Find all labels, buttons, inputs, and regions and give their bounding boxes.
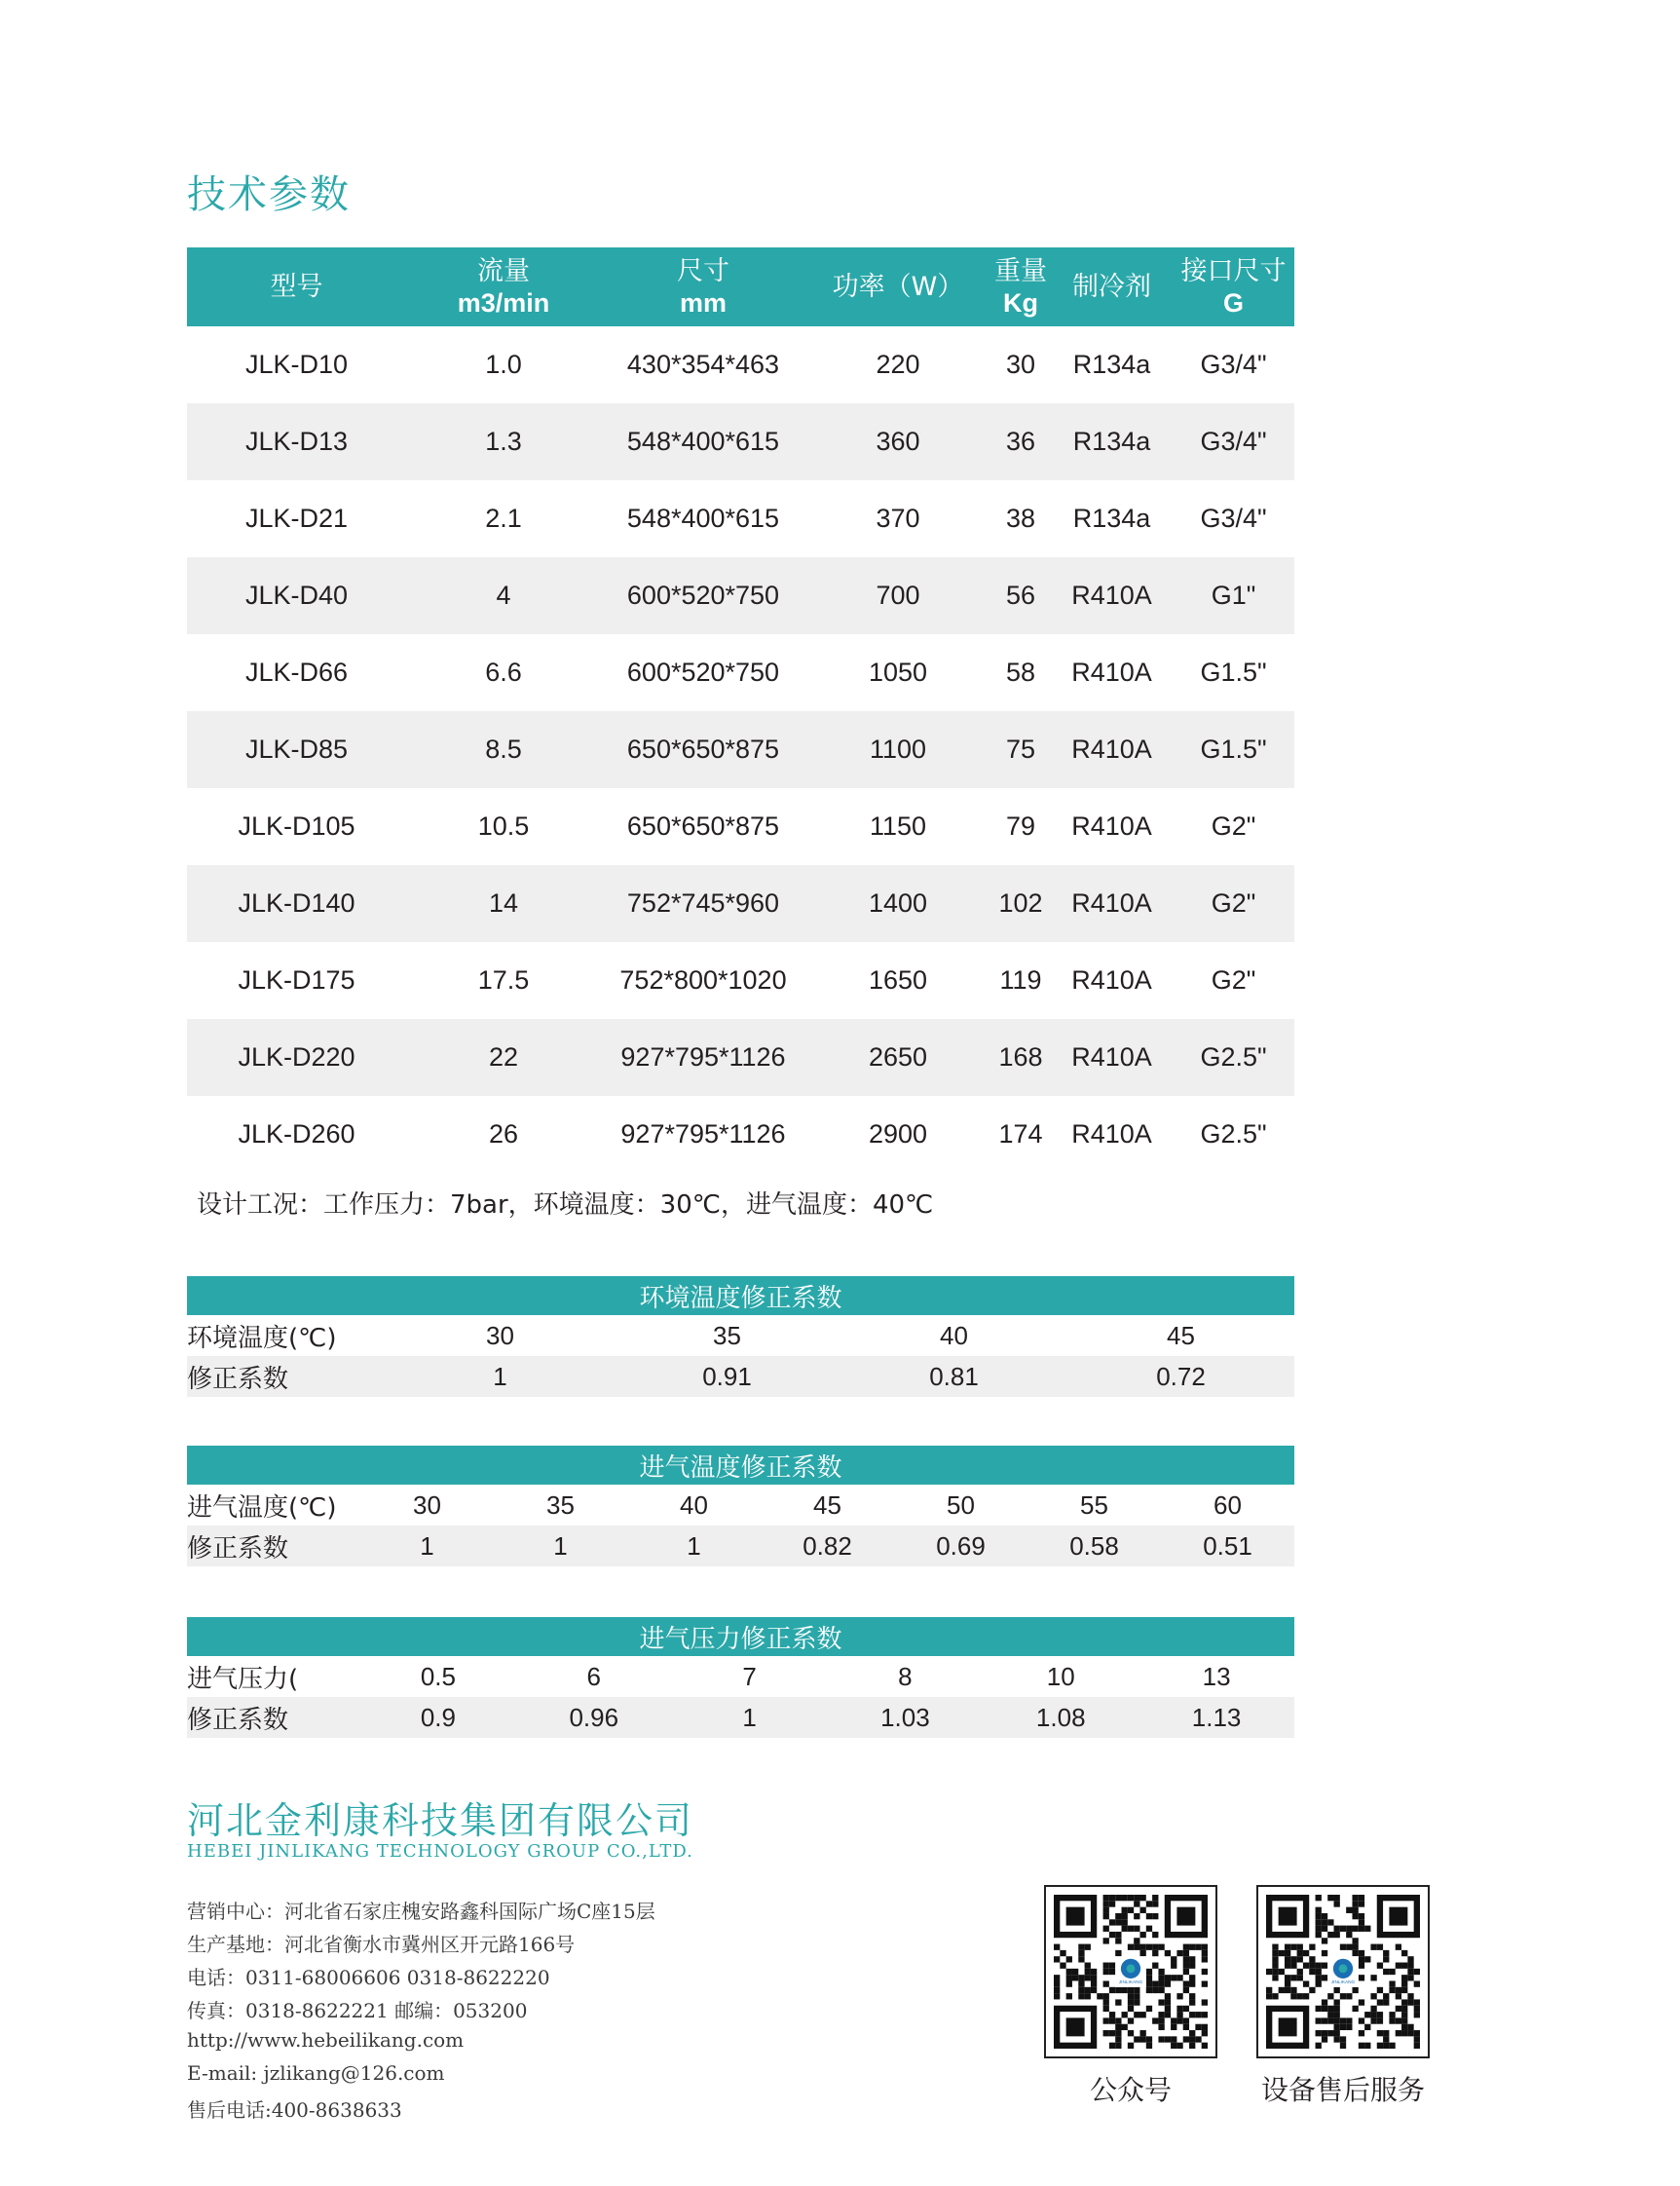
inlet-temp-coef-cell: 0.69 [894, 1526, 1027, 1566]
spec-cell-flow: 1.3 [406, 403, 601, 480]
spec-cell-weight: 36 [990, 403, 1051, 480]
spec-cell-model: JLK-D85 [187, 711, 406, 788]
spec-cell-flow: 1.0 [485, 350, 522, 379]
inlet-pressure-coef-cell: 1.13 [1139, 1697, 1294, 1738]
spec-cell-flow: 26 [488, 1119, 519, 1149]
inlet-temp-cell: 50 [947, 1489, 975, 1520]
qr-code-icon [1054, 1895, 1208, 2049]
ambient-coef-row [187, 1356, 1294, 1397]
inlet-pressure-coef-cell: 0.96 [516, 1697, 672, 1738]
spec-cell-size: 430*354*463 [626, 350, 780, 379]
spec-row [187, 557, 1294, 634]
qr-label-official-account: 公众号 [1089, 2074, 1172, 2106]
ambient-temp-row [187, 1315, 1294, 1356]
ambient-temp-cell: 45 [1167, 1320, 1195, 1350]
spec-cell-refrigerant: R410A [1071, 811, 1152, 841]
spec-row [187, 480, 1294, 557]
contact-sales-center: 营销中心：河北省石家庄槐安路鑫科国际广场C座15层 [187, 1900, 655, 1923]
inlet-pressure-cell: 0.5 [420, 1661, 456, 1691]
inlet-pressure-cell: 10 [1046, 1661, 1075, 1691]
inlet-temp-cell: 35 [546, 1489, 575, 1520]
spec-cell-power: 1150 [869, 811, 927, 841]
spec-cell-weight: 119 [999, 965, 1042, 995]
spec-cell-weight: 79 [1005, 811, 1036, 841]
inlet-temp-label: 进气温度(℃) [187, 1492, 337, 1523]
spec-cell-model: JLK-D13 [187, 403, 406, 480]
svg-text:JINLIKANG [1331, 1979, 1356, 1985]
spec-cell-size: 548*400*615 [626, 504, 780, 533]
spec-row [187, 634, 1294, 711]
header-model: 型号 [270, 271, 323, 302]
spec-cell-flow: 10.5 [477, 811, 530, 841]
contact-factory: 生产基地：河北省衡水市冀州区开元路166号 [187, 1933, 576, 1956]
inlet-temp-coef-cell: 1 [360, 1526, 494, 1566]
page-title: 技术参数 [187, 172, 351, 217]
spec-cell-flow: 8.5 [406, 711, 601, 788]
inlet-temp-cell: 45 [813, 1489, 841, 1520]
contact-fax: 传真：0318-8622221 邮编：053200 [187, 1999, 528, 2022]
header-flow: 流量 m3/min [457, 255, 550, 318]
ambient-coef-label: 修正系数 [187, 1356, 387, 1397]
ambient-coef-cell: 0.81 [840, 1356, 1067, 1397]
inlet-pressure-cell: 8 [898, 1661, 913, 1691]
spec-cell-model: JLK-D66 [244, 658, 349, 687]
ambient-temp-cell: 40 [940, 1320, 968, 1350]
ambient-correction-table [187, 1276, 1294, 1397]
spec-cell-model: JLK-D40 [187, 557, 406, 634]
inlet-temp-title: 进气温度修正系数 [639, 1452, 842, 1483]
company-name-en: HEBEI JINLIKANG TECHNOLOGY GROUP CO.,LTD. [187, 1841, 693, 1862]
spec-cell-weight: 30 [1005, 350, 1036, 379]
ambient-coef-cell: 1 [387, 1356, 614, 1397]
spec-cell-size: 752*800*1020 [619, 965, 787, 995]
inlet-temp-coef-cell: 0.51 [1161, 1526, 1294, 1566]
design-note: 设计工况：工作压力：7bar，环境温度：30℃，进气温度：40℃ [197, 1190, 934, 1220]
spec-cell-port: G2" [1211, 965, 1256, 995]
inlet-temp-cell: 55 [1080, 1489, 1108, 1520]
inlet-temp-coef-cell: 1 [627, 1526, 761, 1566]
spec-cell-refrigerant: R134a [1051, 403, 1173, 480]
spec-cell-port: G2.5" [1200, 1119, 1267, 1149]
spec-cell-power: 220 [876, 350, 920, 379]
contact-website[interactable]: http://www.hebeilikang.com [187, 2028, 465, 2052]
spec-cell-size: 650*650*875 [626, 811, 780, 841]
qr-label-after-sales: 设备售后服务 [1260, 2074, 1425, 2106]
inlet-temp-correction-table [187, 1446, 1294, 1566]
ambient-temp-cell: 35 [713, 1320, 741, 1350]
qr-code-icon [1266, 1895, 1420, 2049]
spec-cell-power: 1400 [805, 865, 990, 942]
inlet-temp-coef-cell: 0.82 [761, 1526, 894, 1566]
spec-cell-weight: 75 [990, 711, 1051, 788]
spec-cell-power: 370 [876, 504, 920, 533]
spec-cell-model: JLK-D140 [187, 865, 406, 942]
spec-cell-refrigerant: R410A [1051, 865, 1173, 942]
spec-cell-size: 650*650*875 [601, 711, 805, 788]
spec-cell-port: G2" [1211, 811, 1256, 841]
spec-row [187, 1096, 1294, 1173]
spec-cell-flow: 6.6 [485, 658, 522, 687]
svg-text:JINLIKANG [1119, 1979, 1143, 1985]
header-refrigerant: 制冷剂 [1072, 271, 1151, 302]
inlet-pressure-coef-cell: 0.9 [360, 1697, 516, 1738]
spec-cell-size: 548*400*615 [601, 403, 805, 480]
spec-cell-power: 2650 [805, 1019, 990, 1096]
contact-email[interactable]: E-mail: jzlikang@126.com [187, 2061, 445, 2085]
spec-cell-flow: 22 [406, 1019, 601, 1096]
spec-cell-size: 600*520*750 [601, 557, 805, 634]
inlet-pressure-correction-table [187, 1617, 1294, 1738]
inlet-pressure-coef-row [187, 1697, 1294, 1738]
inlet-pressure-coef-cell: 1.08 [983, 1697, 1139, 1738]
qr-code-official-account [1044, 1885, 1217, 2058]
spec-cell-port: G2.5" [1173, 1019, 1294, 1096]
spec-cell-model: JLK-D175 [238, 965, 355, 995]
spec-cell-refrigerant: R410A [1071, 658, 1152, 687]
spec-cell-refrigerant: R410A [1051, 1019, 1173, 1096]
inlet-temp-cell: 40 [680, 1489, 708, 1520]
spec-cell-weight: 102 [990, 865, 1051, 942]
spec-cell-port: G1" [1173, 557, 1294, 634]
spec-cell-weight: 58 [1005, 658, 1036, 687]
spec-cell-port: G1.5" [1200, 658, 1267, 687]
spec-cell-flow: 4 [406, 557, 601, 634]
contact-phone: 电话：0311-68006606 0318-8622220 [187, 1966, 550, 1989]
contact-service-phone: 售后电话:400-8638633 [187, 2098, 402, 2122]
inlet-pressure-label: 进气压力( [187, 1664, 299, 1694]
inlet-pressure-cell: 7 [742, 1661, 757, 1691]
spec-cell-power: 1050 [868, 658, 928, 687]
inlet-temp-coef-cell: 0.58 [1027, 1526, 1161, 1566]
qr-code-after-sales [1256, 1885, 1430, 2058]
inlet-temp-cell: 30 [413, 1489, 441, 1520]
spec-cell-port: G2" [1173, 865, 1294, 942]
spec-cell-port: G3/4" [1200, 504, 1267, 533]
spec-body [187, 326, 1294, 1173]
spec-cell-weight: 56 [990, 557, 1051, 634]
spec-cell-refrigerant: R410A [1051, 711, 1173, 788]
spec-cell-flow: 14 [406, 865, 601, 942]
inlet-temp-cell: 60 [1213, 1489, 1242, 1520]
inlet-temp-row [187, 1485, 1294, 1526]
spec-cell-port: G1.5" [1173, 711, 1294, 788]
spec-cell-model: JLK-D10 [244, 350, 349, 379]
spec-row [187, 1019, 1294, 1096]
spec-cell-model: JLK-D105 [238, 811, 355, 841]
inlet-temp-coef-label: 修正系数 [187, 1526, 360, 1566]
spec-cell-refrigerant: R410A [1071, 965, 1152, 995]
ambient-temp-cell: 30 [486, 1320, 514, 1350]
ambient-temp-label: 环境温度(℃) [187, 1323, 337, 1353]
spec-cell-power: 1100 [805, 711, 990, 788]
spec-cell-model: JLK-D21 [244, 504, 349, 533]
spec-cell-weight: 174 [998, 1119, 1043, 1149]
spec-row [187, 403, 1294, 480]
spec-cell-flow: 17.5 [477, 965, 530, 995]
inlet-pressure-coef-label: 修正系数 [187, 1697, 360, 1738]
company-name-cn: 河北金利康科技集团有限公司 [187, 1799, 694, 1842]
inlet-temp-coef-cell: 1 [494, 1526, 627, 1566]
header-port: 接口尺寸 G [1180, 255, 1287, 318]
spec-row [187, 326, 1294, 403]
inlet-pressure-row [187, 1656, 1294, 1697]
spec-cell-weight: 38 [1005, 504, 1036, 533]
spec-cell-power: 360 [805, 403, 990, 480]
ambient-title: 环境温度修正系数 [639, 1283, 842, 1313]
ambient-coef-cell: 0.91 [614, 1356, 840, 1397]
header-size: 尺寸 mm [677, 255, 729, 318]
spec-cell-refrigerant: R410A [1051, 557, 1173, 634]
spec-cell-power: 1650 [868, 965, 928, 995]
spec-cell-refrigerant: R134a [1072, 504, 1151, 533]
spec-cell-model: JLK-D220 [187, 1019, 406, 1096]
spec-cell-power: 700 [805, 557, 990, 634]
spec-cell-port: G3/4" [1200, 350, 1267, 379]
header-weight: 重量 Kg [994, 255, 1047, 318]
spec-cell-model: JLK-D260 [238, 1119, 355, 1149]
spec-row [187, 711, 1294, 788]
spec-row [187, 942, 1294, 1019]
spec-cell-size: 752*745*960 [601, 865, 805, 942]
ambient-coef-cell: 0.72 [1067, 1356, 1294, 1397]
inlet-temp-coef-row [187, 1526, 1294, 1566]
spec-table [187, 247, 1294, 1173]
spec-cell-flow: 2.1 [485, 504, 522, 533]
inlet-pressure-cell: 13 [1202, 1661, 1231, 1691]
spec-row [187, 788, 1294, 865]
spec-row [187, 865, 1294, 942]
spec-cell-size: 600*520*750 [626, 658, 780, 687]
spec-cell-size: 927*795*1126 [620, 1119, 786, 1149]
inlet-pressure-coef-cell: 1.03 [827, 1697, 983, 1738]
spec-cell-refrigerant: R134a [1072, 350, 1151, 379]
inlet-pressure-cell: 6 [586, 1661, 601, 1691]
spec-header-row [187, 247, 1294, 326]
header-power: 功率（W） [832, 271, 964, 302]
spec-cell-refrigerant: R410A [1071, 1119, 1152, 1149]
spec-cell-size: 927*795*1126 [601, 1019, 805, 1096]
spec-cell-port: G3/4" [1173, 403, 1294, 480]
spec-cell-weight: 168 [990, 1019, 1051, 1096]
inlet-pressure-coef-cell: 1 [672, 1697, 828, 1738]
spec-cell-power: 2900 [868, 1119, 928, 1149]
inlet-pressure-title: 进气压力修正系数 [639, 1624, 842, 1654]
